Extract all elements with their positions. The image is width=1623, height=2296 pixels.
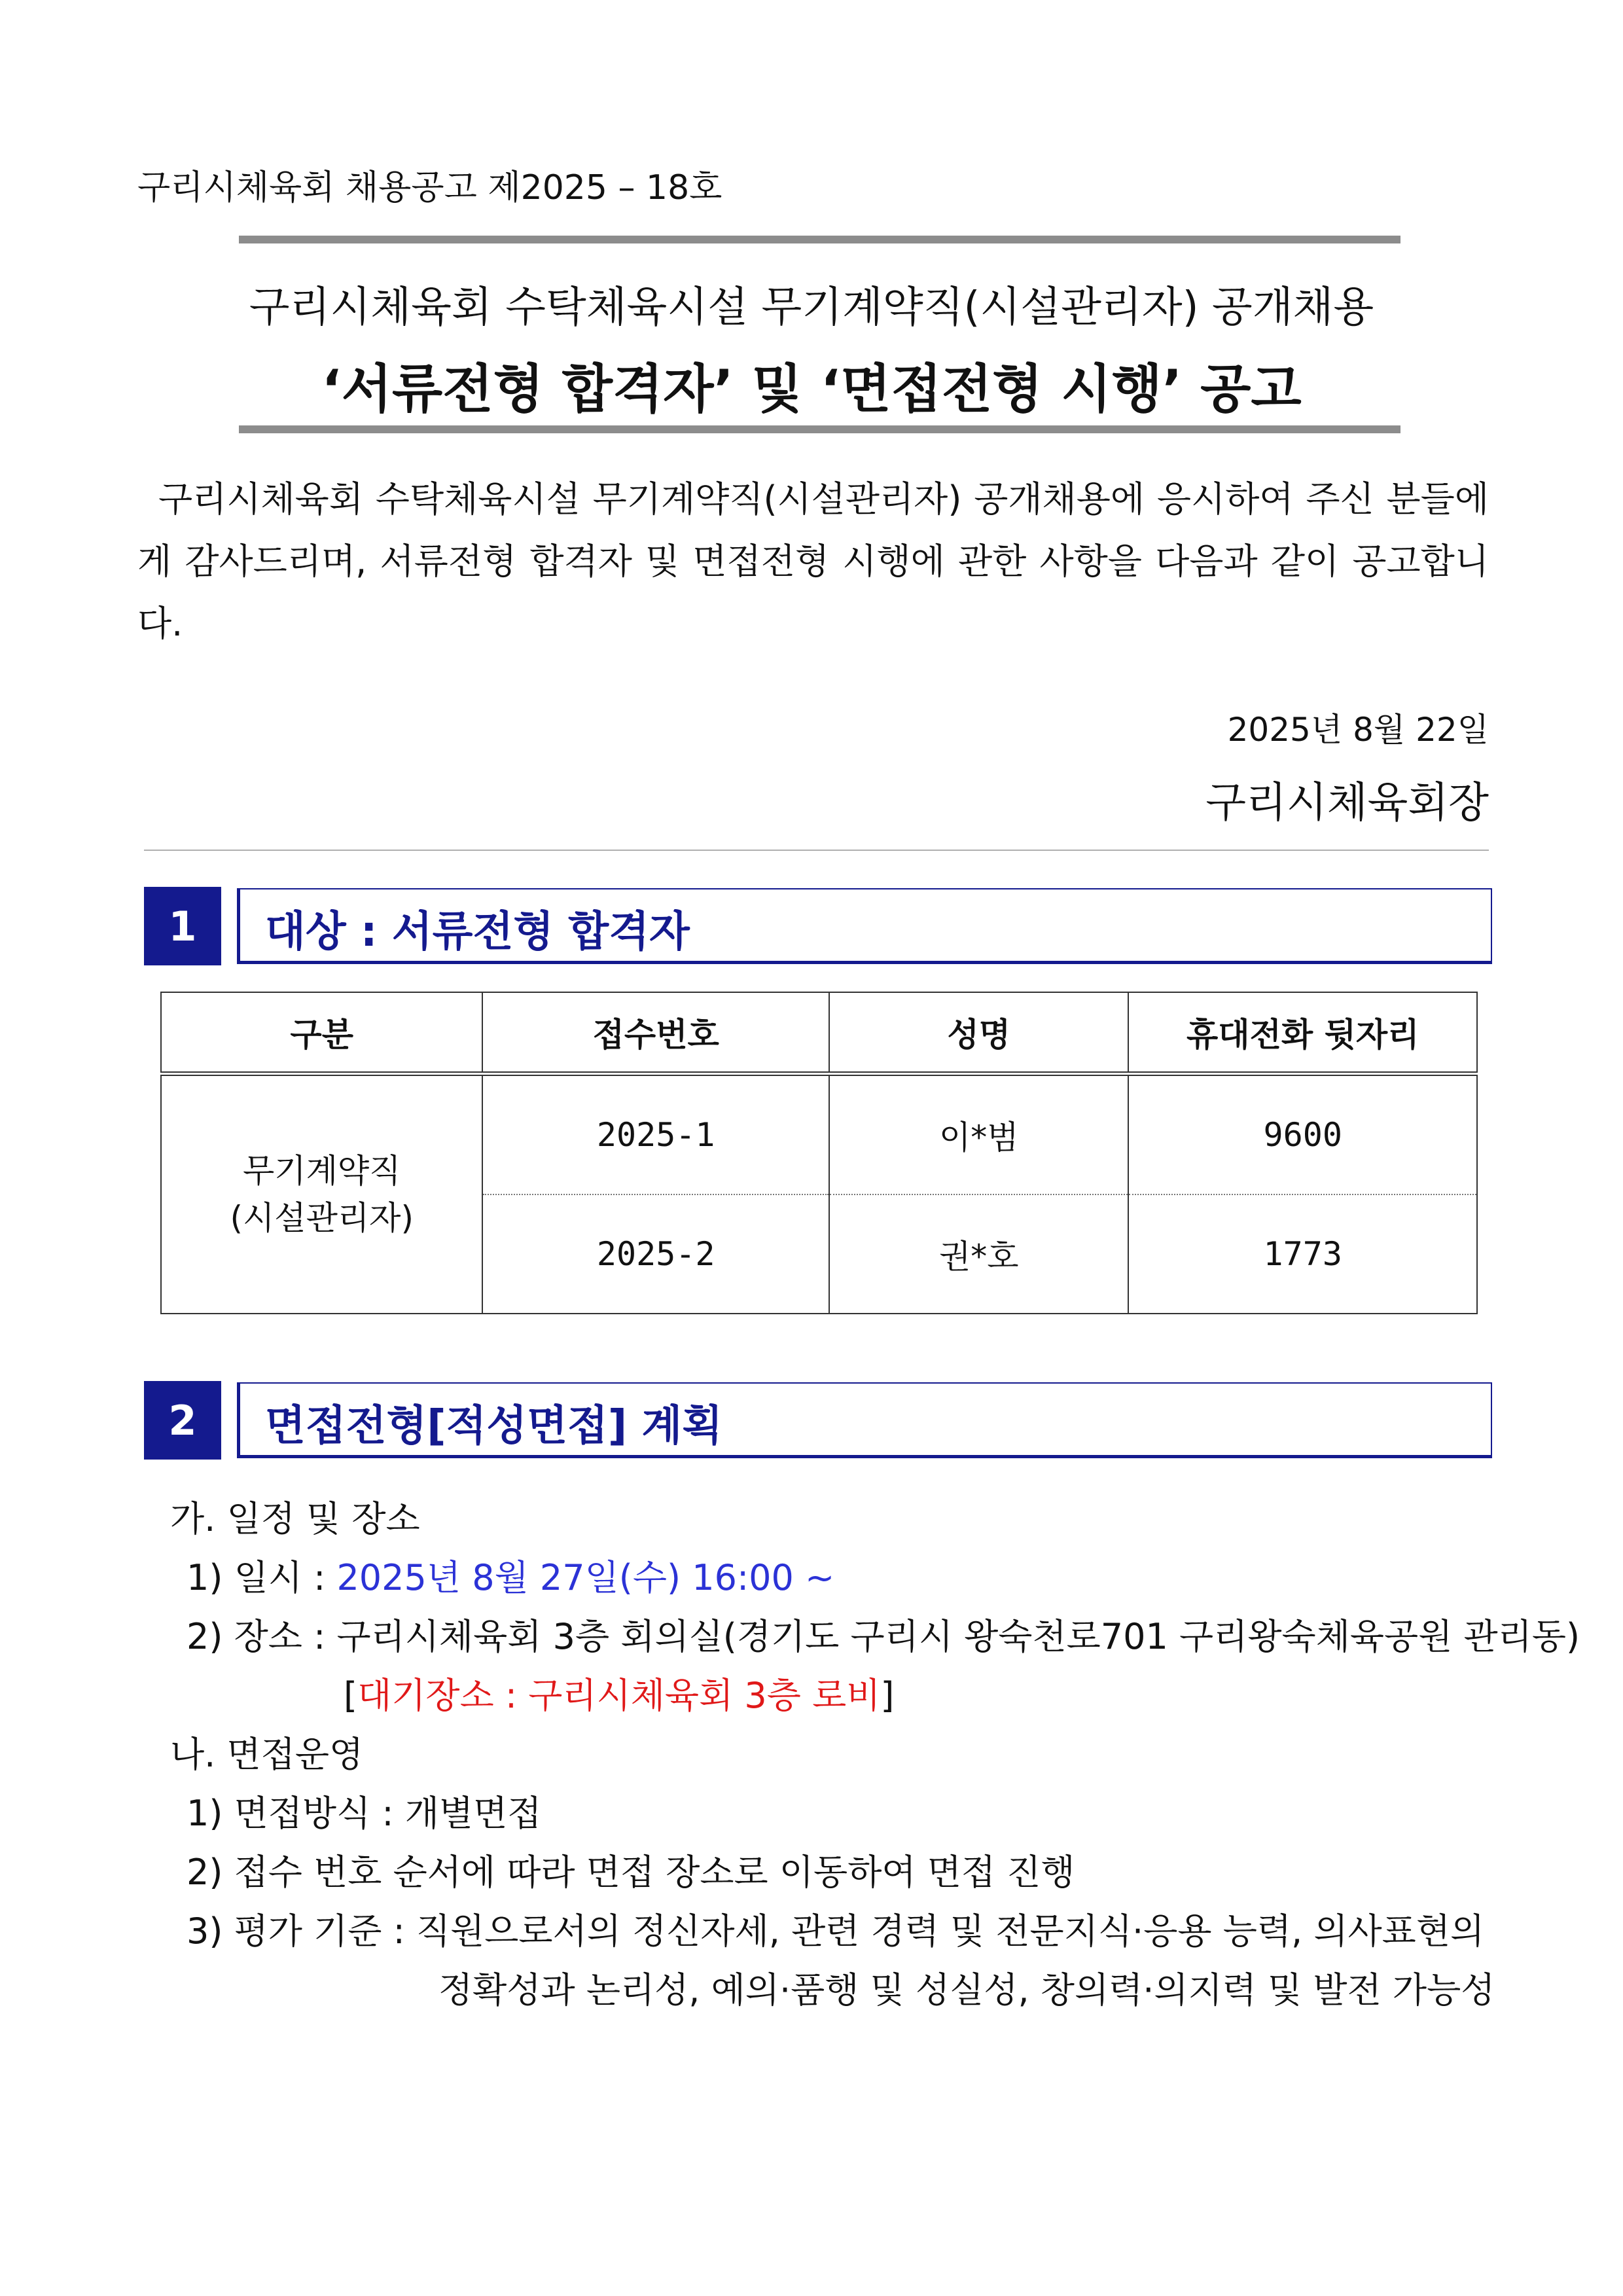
section1-number: 1	[144, 887, 221, 965]
wait-bracket-close: ]	[880, 1675, 895, 1716]
intro-paragraph: 구리시체육회 수탁체육시설 무기계약직(시설관리자) 공개채용에 응시하여 주신 분들에게 감사드리며, 서류전형 합격자 및 면접전형 시행에 관한 사항을 다음과 같이 공고합니다.	[137, 478, 1489, 644]
header-phone: 휴대전화 뒷자리	[1128, 992, 1477, 1074]
item-na3-cont: 정확성과 논리성, 예의·품행 및 성실성, 창의력·의지력 및 발전 가능성	[438, 1969, 1495, 2011]
main-title: ‘서류전형 합격자’ 및 ‘면접전형 시행’ 공고	[321, 359, 1302, 420]
table-header-row	[161, 992, 1477, 1074]
title-top-rule	[239, 236, 1400, 243]
header-category: 구분	[161, 992, 482, 1074]
sub-title: 구리시체육회 수탁체육시설 무기계약직(시설관리자) 공개채용	[249, 283, 1374, 332]
name-cell: 권*호	[829, 1194, 1128, 1314]
name-cell: 이*범	[829, 1074, 1128, 1195]
notice-number: 구리시체육회 채용공고 제2025 – 18호	[137, 168, 722, 207]
item-ga: 가. 일정 및 장소	[170, 1498, 420, 1539]
title-bottom-rule	[239, 425, 1400, 433]
item-na3: 3) 평가 기준 : 직원으로서의 정신자세, 관련 경력 및 전문지식·응용 능력, 의사표현의	[187, 1910, 1485, 1952]
item-ga1	[187, 1550, 834, 1600]
reg-no-cell: 2025-2	[482, 1194, 829, 1314]
item-na1: 1) 면접방식 : 개별면접	[187, 1793, 542, 1834]
ga1-datetime: 2025년 8월 27일(수) 16:00 ~	[336, 1557, 835, 1598]
phone-cell: 9600	[1128, 1074, 1477, 1195]
divider	[144, 850, 1489, 851]
category-cell	[161, 1074, 482, 1314]
ga1-label: 1) 일시 :	[187, 1557, 326, 1598]
section2-number: 2	[144, 1381, 221, 1460]
table-row	[161, 1074, 1477, 1195]
item-na: 나. 면접운영	[170, 1734, 364, 1775]
phone-cell: 1773	[1128, 1194, 1477, 1314]
item-na2: 2) 접수 번호 순서에 따라 면접 장소로 이동하여 면접 진행	[187, 1852, 1075, 1893]
header-name: 성명	[829, 992, 1128, 1074]
item-ga2-waiting	[344, 1668, 895, 1718]
waiting-place: 대기장소 : 구리시체육회 3층 로비	[357, 1675, 881, 1716]
item-ga2: 2) 장소 : 구리시체육회 3층 회의실(경기도 구리시 왕숙천로701 구리왕숙체육공원 관리동)	[187, 1616, 1580, 1657]
category-line2: (시설관리자)	[230, 1199, 414, 1237]
reg-no-cell: 2025-1	[482, 1074, 829, 1195]
category-line1: 무기계약직	[242, 1152, 401, 1190]
wait-bracket-open: [	[344, 1675, 358, 1716]
header-reg-no: 접수번호	[482, 992, 829, 1074]
passers-table	[160, 992, 1478, 1314]
section1-title: 대상 : 서류전형 합격자	[265, 908, 690, 956]
notice-date: 2025년 8월 22일	[1227, 711, 1489, 749]
signatory: 구리시체육회장	[1205, 779, 1489, 827]
section2-title: 면접전형[적성면접] 계획	[265, 1402, 723, 1450]
